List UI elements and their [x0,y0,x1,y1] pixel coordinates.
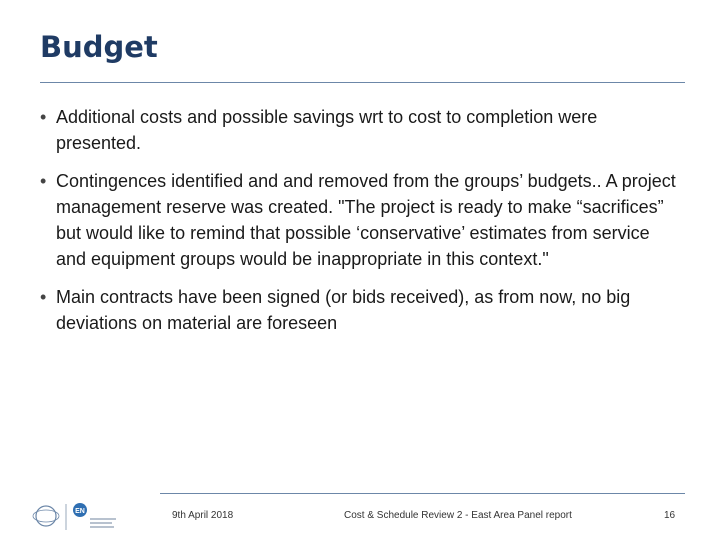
footer-date: 9th April 2018 [172,510,234,521]
en-logo-text: EN [75,508,85,515]
title-divider [40,82,685,83]
bullet-list [40,104,680,348]
slide-title: Budget [40,30,158,64]
bullet-item: • Additional costs and possible savings wrt to cost to completion were presented. [40,104,680,156]
cern-logo-icon [32,498,122,534]
bullet-item: • Main contracts have been signed (or bids received), as from now, no big deviations on material are foreseen [40,284,680,336]
footer-divider [160,493,685,494]
footer-event: Cost & Schedule Review 2 - East Area Panel report [344,510,572,521]
page-number: 16 [664,510,676,521]
footer-logos [32,498,122,534]
bullet-item: • Contingences identified and and removed from the groups’ budgets.. A project management reserve was created. "The project is ready to make “sacrifices” but would like to remind that possible ‘conservative’ estimates from service and equipment groups would be inappropriate in this context." [40,168,680,272]
